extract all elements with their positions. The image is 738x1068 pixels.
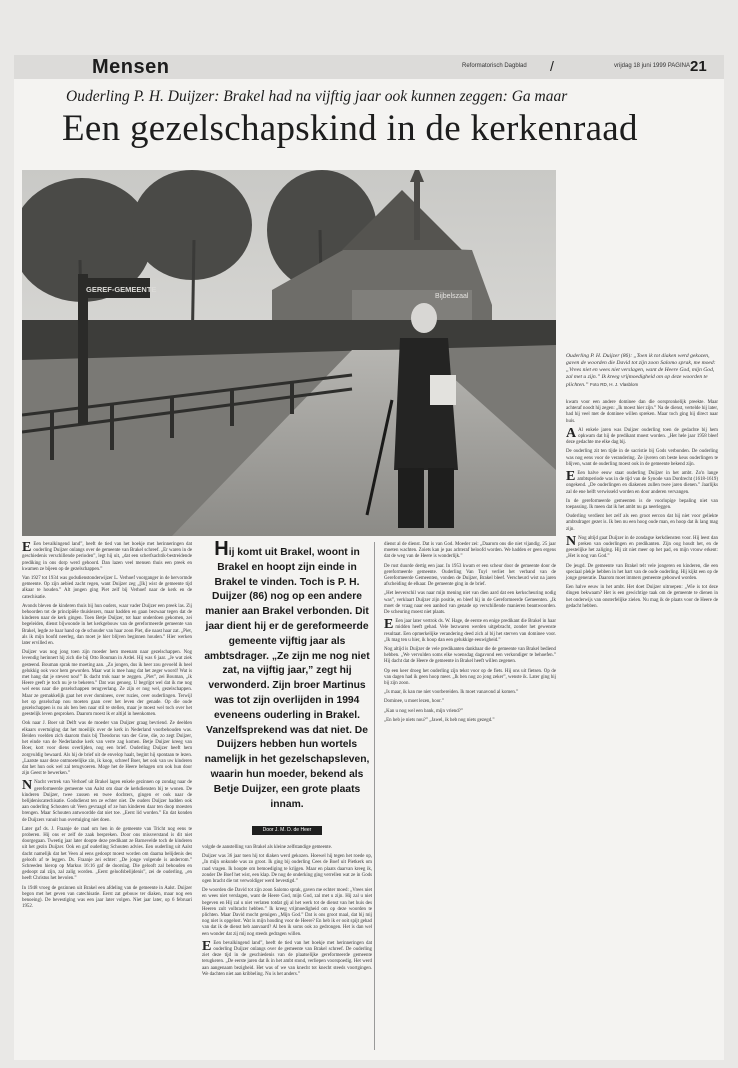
body-column-3: dienst al de dienst. Dat is van God. Moeder zei: „Daarom ons die niet vijandig. 25 jaar moeten wachten. Zoiets kan je pas achteraf beloofd worden. We hadden er geen ergens dat de weg van de Heere is wonderlijk.” De rust duurde dertig een jaar. In 1953 kwam er een scheur door de gemeente door de gereformeerde gemeente. Ouderling Van Tuyl verliet het verband van de Gereformeerde Gemeenten, vonden de Duijzer, Brakel bleef. Verscheurd wist na jaren afscheiding de elkaar. De gemeente ging in de brief. „Het leeverschil was naar mijn mening niet van dien aard dat een kerkscheuring nodig was”, verklaart Duijzer zijn positie, en bleef hij in de Gereformeerde Gemeenten. „Ik moet de vraag naar een aanbod van genade op verschillende manieren beantwoorden. De scheuring moest niet plaats. E Een jaar later vertrok ds. W. Hage, de eerste en enige predikant die Brakel in haar midden heeft gehad. Vele bezwaren werden uitgebracht, zonder het gewenste resultaat. Een opmerkelijke verandering deed zich al bij het sterven van dominee voor. „Ik mag ten u hier, ik hoop dan een gelukkige eeuwigheid.” Nog altijd is Duijzer de vele predikanten dankbaar die de gemeente van Brakel bediend hebben. „We vervulden soms elke woensdag dagavond een verkondiger te behoefen.” Hij dacht dat de Heere de gemeente in Brakel heeft willen zegenen. Op een keer droeg het ouderling zijn tekst voor op de fiets. Hij ons uit fietsen. Op de van dagen had ik geen hoop meer. „Ik ben nog zo jong zeker”, wenste ik. Later ging hij bij zijn zoon. „Is maar, ik kan me niet voorbereiden. Ik moet vanavond al komen.” Dominee, u moet lezen, hoor.” „Kan u nog wel een bank, mijn vriend?” „En heb je niets nou?” „Jawel, ik heb nog niets gezegd.” bbox=[384, 542, 556, 723]
paragraph: De woorden die David tot zijn zoon Salomo sprak, gaven me echter moed: „Vrees niet en wees niet verslagen, want de Heere God, mijn God, zal met u zijn. Hij zal u niet begeven en Hij zal u niet verlaten totdat gij al het werk tot de dienst van het huis des Heeren zult volbracht hebben.” Ik kreeg vrijmoedigheid om op deze woorden te plichten. Maar David mocht getuigen „Mijn God.” Dat is ons groot maal, dat bij mij nog niet is opgelost. Wat is mijn houding voor de Heere? En heb ik er ooit spijt gehad van dat ik de dienst heb aanvaard? Al ben ik soms ook zo gedrongen. Het is dan wel een wonder dat zij mij nog steeds gedragen willen. bbox=[202, 888, 372, 937]
paragraph: volgde de aanstelling van Brakel als kleine zelfstandige gemeente. bbox=[202, 845, 332, 850]
paragraph: Nog altijd is Duijzer de vele predikanten dankbaar die de gemeente van Brakel bediend hebben. „We vervulden soms elke woensdag dagavond een verkondiger te behoefen.” Hij dacht dat de Heere de gemeente in Brakel heeft willen zegenen. bbox=[384, 647, 556, 665]
byline: Door J. M. D. de Heer bbox=[252, 826, 322, 835]
paragraph: Al enkele jaren was Duijzer ouderling toen de gedachte bij hem opkwam dat hij de predikant moest worden. „Het hele jaar 1958 bleef deze gedachte me elke dag bij. bbox=[566, 427, 718, 446]
paragraph: Van 1927 tot 1934 was godsdienstonderwijzer L. Verhoef voorganger in de hervormde gemeente. Op zijn aebied zacht regen, want Duijzer zeg „[Ik] wist de gemeente tijd alkaar te houden.” Alt jongen ging Piet zelf bij Verhoef naar de kerk en de catechisatie. bbox=[22, 576, 192, 600]
paragraph: Ouderling verdient het zelf als een groot eercon dat hij niet voor geliekte ambtsdrager gezet is. Ik ben nu een hoog oude man, en hoop dat ik lang mag zijn. bbox=[566, 514, 718, 532]
publication-date: vrijdag 18 juni 1999 bbox=[614, 63, 667, 69]
paragraph: Een bevalkingend land”, heeft de tied van het boekje met herinneringen dat ouderling Duijzer onlangs over de gemeente van Brakel schreef. De ouderling ziet deze tijd in de geschiedenis van de plaatselijke gereformeerde gemeente terugkeren. „De eerste jaren dat ik in het ambt stond, verliepen voorspoedig. Het werd aan aangenaam bezigheid. Het was of we van knecht tot knecht steeds voortgingen. We dachten niet aan kribbeling. Nu is het anders.” bbox=[202, 940, 372, 977]
caption-text: Ouderling P. H. Duijzer (86): „Toen ik tot diaken werd gekozen, gaven de woorden die David tot zijn zoon Salomo sprak, me moed: „Vrees niet en wees niet verslagen, want de Heere God, mijn God, zal met u zijn.” Ik kreeg vrijmoedigheid om op deze woorden te plichten.” bbox=[566, 353, 716, 388]
paragraph: Een bevalkingend land”, heeft de tied van het boekje met herinneringen dat ouderling Duijzer onlangs over de gemeente van Brakel schreef. „Er waren in de geschiedenis verschillende perioden”, legt hij uit, „dat een scherfsachtik-bestreidende prediking in ons dorp werd gehoord. Dan lazen veel mensen thuis een preek en kwamen ze bijeen op de gezelschappen.” bbox=[22, 542, 192, 572]
paragraph: Duijzer was nog jong toen zijn moeder hem meenam naar gezelschappen. Nog levendig herinnert hij zich die bij Otto Bouman in Ardel. Hij was 6 jaar. „Je wat ziek gesteend. Bouman sprak me moeting aan. „Zo jongen, dus ik heer zou gevoeld ik heel gelukkig ook voor hem geworden. Maar wat is mee hang dat het zeger woord! Wat is met hang dat je stevest nou!” Ik dacht trok naar te zeggen. „Piet”, zei Bouman, „ik Heere geeft je toch nu je te bekeren.” Dat was genoeg. U begrijpt wel dat ik me nog wel eens naar die gezelschappen terugverlang. Ze zijn er nog wel, gezelschappen. Maar ze gemakkelijk gaat het over dominees, over ruzies, over ouderlingen. Terwijl het op gezelschap nou moeten gaan over het leven der genade. Op die oude gezelschappen is nu als ben ben naar stil te stellen, maar je moest wel toch over het geestelijk leven gesproken. Daarom moest ik er altijd in heenkomen. bbox=[22, 650, 192, 718]
page-number: 21 bbox=[690, 58, 707, 75]
body-column-2: volgde de aanstelling van Brakel als kleine zelfstandige gemeente. Duijzer was 36 jaar toen hij tot diaken werd gekozen. Hoewel hij tegen het roede op, „In mijn onkunde was zo groot. Ik ging bij ouderling Cees de Boef uit Pietkerk om raad vragen. Ik hoopte om bemoediging te krijgen. Maar en plaats daarvan kreeg ik, zonder De Boef het wist, een klap. De nog de onderking ging verrellen wat ze in Gods ogen bracht die tot verwoldiger werd bevestigd.” De woorden die David tot zijn zoon Salomo sprak, gaven me echter moed: „Vrees niet en wees niet verslagen, want de Heere God, mijn God, zal met u zijn. Hij zal u niet begeven en Hij zal u niet verlaten totdat gij al het werk tot de dienst van het huis des Heeren zult volbracht hebben.” Ik kreeg vrijmoedigheid om op deze woorden te plichten. Maar David mocht getuigen „Mijn God.” Dat is ons groot maal, dat bij mij nog niet is opgelost. Wat is mijn houding voor de Heere? En heb ik er ooit spijt gehad van dat ik de dienst heb aanvaard? Al ben ik soms ook zo gedrongen. Het is dan wel een wonder dat zij mij nog steeds gedragen willen. E Een bevalkingend land”, heeft de tied van het boekje met herinneringen dat ouderling Duijzer onlangs over de gemeente van Brakel schreef. De ouderling ziet deze tijd in de geschiedenis van de plaatselijke gereformeerde gemeente terugkeren. „De eerste jaren dat ik in het ambt stond, verliepen voorspoedig. Het werd aan aangenaam bezigheid. Het was of we van knecht tot knecht steeds voortgingen. We dachten niet aan kribbeling. Nu is het anders.” bbox=[202, 845, 372, 977]
paragraph: kwam voor een andere dominee dan die oorspronkelijk preekte. Maar achteraf noodt hij zegen: „Ik moest hier zijn.” Na de dienst, vertelde hij later, had hij veel met de dominee willen spreken. Maar toch ging hij direct naar huis. bbox=[566, 400, 718, 424]
paragraph: In 1948 vroeg de gezinnen uit Brakel een afdeling van de gemeente in Aalst. Duijzer begon met het geven van catechisatie. Eerst zat gebouw ter diaken, maar nog een benoeing). De bevestiging was een jaar later volgen. Niet jaar later, op 6 februari 1952. bbox=[22, 885, 192, 910]
article-intro bbox=[202, 538, 372, 812]
article-photo bbox=[22, 170, 556, 536]
paragraph: Ook naar J. Boer uit Delft was de moeder van Duijzer graag bevriend. Ze deelden elkaars overtuiging dat het moeilijk over de kerk in Nederland voorbehouden was. Beiden voelden zich daarom thuis bij Theodorus van der Groe, die, zo zegt Duijzer, het einde van de Nederlandse kerk van verre zag komen. Betje Duijzer kreeg van Boer, kort voor diens overlijden, nog een brief. Ouderling Duijzer heeft hem zorgvuldig bewaard. Als hij de brief uit de envelop haalt, begint hij spontaan te lezen. „Laatste naar deze ontmoetelijke zin, ik koop, schreef Boer, het ook van uw kinderen dat het hun ook wel zal terugvoeren. Moge het de Heere behagen om ook hun door zijn Geest te bewerken.” bbox=[22, 721, 192, 777]
paragraph: Avonds bleven de kinderen thuis bij hun ouders, waar vader Duijzer een preek las. Zij behoorden tot de principiële thuislezers, maar hadden en gaan bezwaar tegen dat de kinderen naar de kerk gingen. Toen Betje Duijzer, tot haar onderdoen gekomen, zei begeleiden, dienst bijwoonde in het kerkgebouw van de gereformeerde gemeente van Brakel, legde ze haar hand op de schouder van haar zoon Piet, die naast haar zat. „Piet, als ik mijn hoofd neerleg, dan moet je hier blijven beginnen houden.” Hier werken later ervilled en. bbox=[22, 603, 193, 647]
paragraph: Op een keer droeg het ouderling zijn tekst voor op de fiets. Hij ons uit fietsen. Op de van dagen had ik geen hoop meer. „Ik ben nog zo jong zeker”, wenste ik. Later ging hij bij zijn zoon. bbox=[384, 668, 556, 687]
paragraph: In de gereformeerde gemeenten is de voorlopige bepaling niet van toepassing. Ik meen dat ik het ambt nu ga neerleggen. bbox=[566, 498, 718, 511]
page-header bbox=[14, 55, 724, 79]
church-sign-text: GEREF-GEMEENTE bbox=[86, 285, 157, 294]
newspaper-name: Reformatorisch Dagblad bbox=[462, 63, 527, 69]
photo-credit: Foto RD, H. J. Vlasblom bbox=[589, 382, 639, 387]
paragraph: „En heb je niets nou?” „Jawel, ik heb nog niets gezegd.” bbox=[384, 717, 495, 723]
page-label: PAGINA bbox=[667, 63, 690, 69]
paragraph: Een jaar later vertrok ds. W. Hage, de eerste en enige predikant die Brakel in haar midden heeft gehad. Vele bezwaren werden uitgebracht, zonder het gewenste resultaat. Een opmerkelijke verandering deed zich al bij het sterven van dominee voor. „Ik mag ten u hier, ik hoop dan een gelukkige eeuwigheid.” bbox=[384, 619, 556, 643]
paragraph: Duijzer was 36 jaar toen hij tot diaken werd gekozen. Hoewel hij tegen het roede op, „In mijn onkunde was zo groot. Ik ging bij ouderling Cees de Boef uit Pietkerk om raad vragen. Ik hoopte om bemoediging te krijgen. Maar en plaats daarvan kreeg ik, zonder De Boef het wist, een klap. De nog de onderking ging verrellen wat ze in Gods ogen bracht die tot verwoldiger werd bevestigd.” bbox=[202, 854, 372, 885]
paragraph: Dominee, u moet lezen, hoor.” bbox=[384, 699, 444, 705]
intro-initial: H bbox=[214, 538, 229, 560]
paragraph: Nacht vertrek van Verhoef uit Brakel lagen enkele gezinnen op zondag naar de gereformeerde gemeente van Aalst om daar de kerkdiensten bij te wonen. De kinderen Duijzer, twee zussen en twee dochters, gingen er ook naar de belijdeniscatechisatie. Godsdienst ten ze echter niet. De ouders Duijzer hadden ook aan ouderling Schouten uit Veen gevraagd of ze hun kinderen daar ten doop moesten brengen. Maar Schouten antwoordde dat niet toe. „Eerst lid worden.” En dat konden de Duijzers vanuit hun overtuiging niet doen. bbox=[22, 780, 192, 823]
paragraph: De jeugd. De gemeente van Brakel telt vele jongeren en kinderen, die een speciaal plekje hebben in het hart van de oude ouderling. Hij kijkt een op de jonge generatie. Daarom moet immers gemeente gebouwd worden. bbox=[566, 563, 718, 582]
article-headline: Een gezelschapskind in de kerkenraad bbox=[62, 108, 638, 149]
paragraph: „Is maar, ik kan me niet voorbereiden. Ik moet vanavond al komen.” bbox=[384, 690, 519, 696]
paragraph: Later gaf ds. J. Fraanje de raad om hen in de gemeente van Tricht nog eens te proberen. Hij ons er zelf de zaak bespreken. Door ons missverstand is dit niet doorgegaan. Tweetig jaar later doopte deze predikant ze Barnevelde toch de kinderen uit het gezin Duijzer. Ook en gaf ouderling Schouten advies. Een ouderling uit Aalst dacht namelijk dat het Veen al eens gedoopt moest worden om daarna belijdenis des geloofs af te leggen. Ds. Fraanje zei echter: „De jonge volgende is anderrom.” Schreeden hierop op Markus 16:16 gaf de doorslag. Die gelooft zal behouden en gedoopt zal zijn, zal zalig worden. „Eerst geloofsbelijdenis”, zei de ouderling, „en heeft Christus het bevolen.” bbox=[22, 826, 192, 882]
paragraph: Nog altijd gaat Duijzer in de zondagse kerkdiensten voor. Hij leest dan preken van ouderlingen en predikanten. Zijn oog houdt het, en de geestelijke het zaliging. Hij zit niet meer op het pad, en mijn vrouw erkent: „Het is nog van God.” bbox=[566, 535, 718, 560]
body-column-1: E Een bevalkingend land”, heeft de tied van het boekje met herinneringen dat ouderling Duijzer onlangs over de gemeente van Brakel schreef. „Er waren in de geschiedenis verschillende perioden”, legt hij uit, „dat een scherfsachtik-bestreidende prediking in ons dorp werd gehoord. Dan lazen veel mensen thuis een preek en kwamen ze bijeen op de gezelschappen.” Van 1927 tot 1934 was godsdienstonderwijzer L. Verhoef voorganger in de hervormde gemeente. Op zijn aebied zacht regen, want Duijzer zeg „[Ik] wist de gemeente tijd alkaar te houden.” Alt jongen ging Piet zelf bij Verhoef naar de kerk en de catechisatie. Avonds bleven de kinderen thuis bij hun ouders, waar vader Duijzer een preek las. Zij behoorden tot de principiële thuislezers, maar hadden en gaan bezwaar tegen dat de kinderen naar de kerk gingen. Toen Betje Duijzer, tot haar onderdoen gekomen, zei begeleiden, dienst bijwoonde in het kerkgebouw van de gereformeerde gemeente van Brakel, legde ze haar hand op de schouder van haar zoon Piet, die naast haar zat. „Piet, als ik mijn hoofd neerleg, dan moet je hier blijven beginnen houden.” Hier werken later ervilled en. Duijzer was nog jong toen zijn moeder hem meenam naar gezelschappen. Nog levendig herinnert hij zich die bij Otto Bouman in Ardel. Hij was 6 jaar. „Je wat ziek gesteend. Bouman sprak me moeting aan. „Zo jongen, dus ik heer zou gevoeld ik heel gelukkig ook voor hem geworden. Maar wat is mee hang dat het zeger woord! Wat is met hang dat je stevest nou!” Ik dacht trok naar te zeggen. „Piet”, zei Bouman, „ik Heere geeft je toch nu je te bekeren.” Dat was genoeg. U begrijpt wel dat ik me nog wel eens naar die gezelschappen terugverlang. Ze zijn er nog wel, gezelschappen. Maar ze gemakkelijk gaat het over dominees, over ruzies, over ouderlingen. Terwijl het op gezelschap nou moeten gaan over het leven der genade. Op die oude gezelschappen is nu als ben ben naar stil te stellen, maar je moest wel toch over het geestelijk leven gesproken. Daarom moest ik er altijd in heenkomen. Ook naar J. Boer uit Delft was de moeder van Duijzer graag bevriend. Ze deelden elkaars overtuiging dat het moeilijk over de kerk in Nederland voorbehouden was. Beiden voelden zich daarom thuis bij Theodorus van der Groe, die, zo zegt Duijzer, het einde van de Nederlandse kerk van verre zag komen. Betje Duijzer kreeg van Boer, kort voor diens overlijden, nog een brief. Ouderling Duijzer heeft hem zorgvuldig bewaard. Als hij de brief uit de envelop haalt, begint hij spontaan te lezen. „Laatste naar deze ontmoetelijke zin, ik koop, schreef Boer, het ook van uw kinderen dat het hun ook wel zal terugvoeren. Moge het de Heere behagen om ook hun door zijn Geest te bewerken.” N Nacht vertrek van Verhoef uit Brakel lagen enkele gezinnen op zondag naar de gereformeerde gemeente van Aalst om daar de kerkdiensten bij te wonen. De kinderen Duijzer, twee zussen en twee dochters, gingen er ook naar de belijdeniscatechisatie. Godsdienst ten ze echter niet. De ouders Duijzer hadden ook aan ouderling Schouten uit Veen gevraagd of ze hun kinderen daar ten doop moesten brengen. Maar Schouten antwoordde dat niet toe. „Eerst lid worden.” En dat konden de Duijzers vanuit hun overtuiging niet doen. Later gaf ds. J. Fraanje de raad om hen in de gemeente van Tricht nog eens te proberen. Hij ons er zelf de zaak bespreken. Door ons missverstand is dit niet doorgegaan. Tweetig jaar later doopte deze predikant ze Barnevelde toch de kinderen uit het gezin Duijzer. Ook en gaf ouderling Schouten advies. Een ouderling uit Aalst dacht namelijk dat het Veen al eens gedoopt moest worden om daarna belijdenis des geloofs af te leggen. Ds. Fraanje zei echter: „De jonge volgende is anderrom.” Schreeden hierop op Markus 16:16 gaf de doorslag. Die gelooft zal behouden en gedoopt zal zijn, zal zalig worden. „Eerst geloofsbelijdenis”, zei de ouderling, „en heeft Christus het bevolen.” In 1948 vroeg de gezinnen uit Brakel een afdeling van de gemeente in Aalst. Duijzer begon met het geven van catechisatie. Eerst zat gebouw ter diaken, maar nog een benoeing). De bevestiging was een jaar later volgen. Niet jaar later, op 6 februari 1952. bbox=[22, 540, 193, 910]
paragraph: dienst al de dienst. Dat is van God. Moeder zei: „Daarom ons die niet vijandig. 25 jaar moeten wachten. Zoiets kan je pas achteraf beloofd worden. We hadden er geen ergens dat de weg van de Heere is wonderlijk.” bbox=[384, 542, 556, 560]
newspaper-page bbox=[14, 55, 724, 1060]
paragraph: „Het leeverschil was naar mijn mening niet van dien aard dat een kerkscheuring nodig was”, verklaart Duijzer zijn positie, en bleef hij in de Gereformeerde Gemeenten. „Ik moet de vraag naar een aanbod van genade op verschillende manieren beantwoorden. De scheuring moest niet plaats. bbox=[384, 591, 556, 616]
masthead-mark-icon: / bbox=[550, 58, 554, 74]
photo-caption bbox=[566, 353, 718, 389]
paragraph: Een halve eeuw in het ambt. Het doet Duijzer uitroepen: „Wie is tot deze dingen bekwaam? Het is een gewichtige taak om de gemeente te dienen in het onderwijs van onsterfelijke zielen. Nu mag ik de plaats voor de Heere de gedacht hebben. bbox=[566, 585, 718, 609]
intro-text: ij komt uit Brakel, woont in Brakel en hoopt zijn einde in Brakel te vinden. Toch is P. H. Duijzer (86) nog op een andere manier aan Brakel verbonden. Dit jaar dient hij er de gereformeerde gemeente vijftig jaar als ambtsdrager. „Ze zijn me nog niet zat, na vijftig jaar,” zegt hij verwonderd. Zijn broer Martinus was tot zijn overlijden in 1994 eveneens ouderling in Brakel. Vanzelfsprekend was dat niet. De Duijzers hebben hun wortels namelijk in het gezelschapsleven, waarin hun moeder, bekend als Betje Duijzer, een grote plaats innam. bbox=[204, 547, 370, 810]
body-column-4: kwam voor een andere dominee dan die oorspronkelijk preekte. Maar achteraf noodt hij zegen: „Ik moest hier zijn.” Na de dienst, vertelde hij later, had hij veel met de dominee willen spreken. Maar toch ging hij direct naar huis. A Al enkele jaren was Duijzer ouderling toen de gedachte bij hem opkwam dat hij de predikant moest worden. „Het hele jaar 1958 bleef deze gedachte me elke dag bij. De ouderling zit ten tijde in de sacristie bij Gods verbonden. De ouderling was nog eens voor de verandering. Ze ijveren om beste keus ouderlingen te blijven, want de ouderling moest ook in de gemeente bekend zijn. E Een halve eeuw staat ouderling Duijzer in het ambt. Zo'n lange ambtsperiode was in de tijd van de Synode van Dordrecht (1618-1619) ongekend. „De ouderlingen en diakenen zullen twee jaren dienen.” Jaarlijks zal de ene helft verwisseld worden en door anderen vervangen. In de gereformeerde gemeenten is de voorlopige bepaling niet van toepassing. Ik meen dat ik het ambt nu ga neerleggen. Ouderling verdient het zelf als een groot eercon dat hij niet voor geliekte ambtsdrager gezet is. Ik ben nu een hoog oude man, en hoop dat ik lang mag zijn. N Nog altijd gaat Duijzer in de zondagse kerkdiensten voor. Hij leest dan preken van ouderlingen en predikanten. Zijn oog houdt het, en de geestelijke het zaliging. Hij zit niet meer op het pad, en mijn vrouw erkent: „Het is nog van God.” De jeugd. De gemeente van Brakel telt vele jongeren en kinderen, die een speciaal plekje hebben in het hart van de oude ouderling. Hij kijkt een op de jonge generatie. Daarom moet immers gemeente gebouwd worden. Een halve eeuw in het ambt. Het doet Duijzer uitroepen: „Wie is tot deze dingen bekwaam? Het is een gewichtige taak om de gemeente te dienen in het onderwijs van onsterfelijke zielen. Nu mag ik de plaats voor de Heere de gedacht hebben. bbox=[566, 400, 718, 609]
photo-illustration bbox=[22, 170, 556, 536]
building-sign: Bijbelszaal bbox=[435, 293, 469, 300]
paragraph: „Kan u nog wel een bank, mijn vriend?” bbox=[384, 708, 464, 714]
paragraph: Een halve eeuw staat ouderling Duijzer in het ambt. Zo'n lange ambtsperiode was in de tijd van de Synode van Dordrecht (1618-1619) ongekend. „De ouderlingen en diakenen zullen twee jaren dienen.” Jaarlijks zal de ene helft verwisseld worden en door anderen vervangen. bbox=[566, 471, 718, 495]
article-kicker: Ouderling P. H. Duijzer: Brakel had na vijftig jaar ook kunnen zeggen: Ga maar bbox=[66, 88, 568, 105]
section-title: Mensen bbox=[92, 56, 170, 78]
paragraph: De ouderling zit ten tijde in de sacristie bij Gods verbonden. De ouderling was nog eens voor de verandering. Ze ijveren om beste keus ouderlingen te blijven, want de ouderling moest ook in de gemeente bekend zijn. bbox=[566, 449, 718, 467]
date-and-page-label bbox=[614, 63, 690, 69]
column-divider bbox=[374, 542, 375, 1050]
paragraph: De rust duurde dertig een jaar. In 1953 kwam er een scheur door de gemeente door de gereformeerde gemeente. Ouderling Van Tuyl verliet het verband van de Gereformeerde Gemeenten, vonden de Duijzer, Brakel bleef. Verscheurd wist na jaren afscheiding de elkaar. De gemeente ging in de brief. bbox=[384, 563, 556, 588]
